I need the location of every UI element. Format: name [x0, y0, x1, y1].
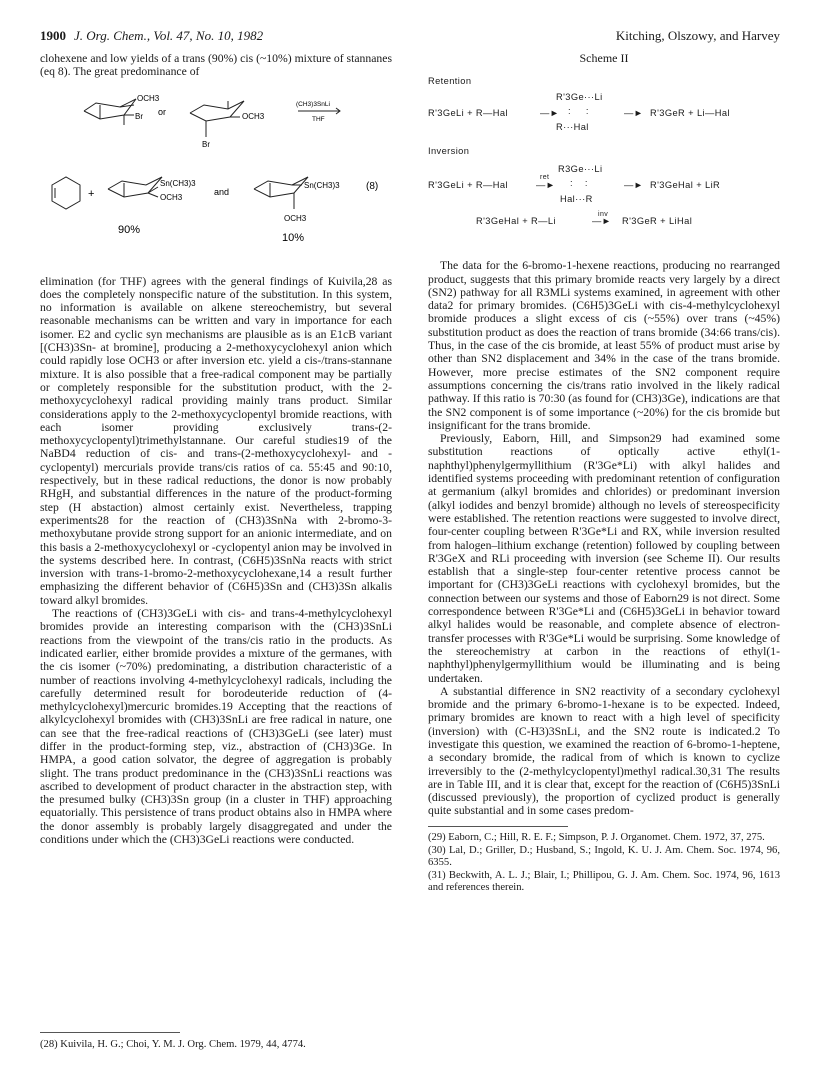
- yield-trans: 90%: [118, 223, 141, 236]
- scheme-inv2-right: R'3GeR + LiHal: [622, 216, 693, 227]
- footnote-rule-right: [428, 826, 568, 827]
- footnote-28: [40, 1032, 392, 1050]
- footnote-rule: [40, 1032, 180, 1033]
- r1-reagent: (CH3)3SnLi: [296, 100, 330, 108]
- footnotes-right: [428, 832, 780, 894]
- scheme-inv-ts-bot: Hal···R: [560, 194, 593, 205]
- footnote-31: (31) Beckwith, A. L. J.; Blair, I.; Phillipou, G. J. Am. Chem. Soc. 1974, 96, 1613 and references therein.: [428, 869, 780, 893]
- reaction-scheme-eq8: [40, 91, 392, 271]
- r2-ome-a: OCH3: [160, 192, 183, 202]
- plus-sign: +: [88, 187, 95, 200]
- scheme-ret-right: R'3GeR + Li—Hal: [650, 108, 730, 119]
- footnote-29: (29) Eaborn, C.; Hill, R. E. F.; Simpson, P. J. Organomet. Chem. 1972, 37, 275.: [428, 831, 765, 843]
- scheme-inv-left: R'3GeLi + R—Hal: [428, 180, 508, 191]
- scheme-inv2-label: inv: [598, 211, 609, 219]
- header-left: [40, 28, 263, 44]
- page-header: [40, 28, 780, 46]
- col1-paragraph-1: clohexene and low yields of a trans (90%) cis (~10%) mixture of stannanes (eq 8). The great predominance of: [40, 52, 392, 79]
- col2-paragraph-3: A substantial difference in SN2 reactivity of a secondary cyclohexyl bromide and the primary 6-bromo-1-hexane is to be expected. Indeed, primary bromides are known to react with a high level of specificity (inversion) with (C-H3)3SnLi, and the SN2 route is indicated.2 To investigate this question, we examined the reaction of 6-bromo-1-heptene, a secondary bromide, the radical from of which is known to cyclize irreversibly to the (2-methylcyclopentyl)methyl radical.30,31 The results are in Table III, and it is clear that, except for the reaction of (C6H5)3SnLi (discussed previously), the proportion of cyclized product is generally quite substantial and in some cases predom-: [428, 684, 780, 818]
- r2-sn-b: Sn(CH3)3: [304, 180, 340, 190]
- scheme-ii: [428, 69, 780, 251]
- scheme-ret-arrow: —►: [540, 108, 560, 119]
- col1-paragraph-3: The reactions of (CH3)3GeLi with cis- and trans-4-methylcyclohexyl bromides provide an interesting comparison with the (CH3)3SnLi reactions from the viewpoint of the trans/cis ratio in the products. As indicated earlier, either bromide provides a mixture of the germanes, with the cis isomer (~70%) predominating, a distribution characteristic of a number of reactions involving 4-methylcyclohexyl radicals, including the carefully determined result for borodeuteride reduction of (4-methylcyclohexyl)mercuric bromides.19 Accepting that the reactions of alkylcyclohexyl bromides with (CH3)3SnLi are free radical in nature, one can see that the free-radical reactions of (CH3)3GeLi (see later) must differ in the product-forming step, viz., abstraction of (CH3)3Ge. In HMPA, a good cation solvator, the degree of aggregation is probably slight. The trans product predominance in the (CH3)3SnLi reactions was ascribed to development of product character in the abstraction step, with the presumed bulky (CH3)3Sn group (in a cluster in THF) approaching equatorially. This persistence of trans product obtains also in HMPA where the donor assembly is probably largely disaggregated and under the conditions under which the (CH3)3GeLi reactions were conducted.: [40, 607, 392, 847]
- r2-and: and: [214, 186, 230, 197]
- scheme-inv-right: R'3GeHal + LiR: [650, 180, 721, 191]
- r1-or: or: [158, 106, 167, 117]
- scheme-inv-ret-label: ret: [540, 174, 550, 182]
- r1-br-a: Br: [135, 111, 143, 121]
- r1-ome-a: OCH3: [137, 93, 160, 103]
- scheme-title: Scheme II: [579, 51, 629, 65]
- scheme-retention-label: Retention: [428, 76, 472, 87]
- equation-8-structures: [40, 91, 392, 271]
- footnote-28-text: (28) Kuivila, H. G.; Choi, Y. M. J. Org. Chem. 1979, 44, 4774.: [40, 1039, 306, 1050]
- scheme-ret-ts-top: R'3Ge···Li: [556, 92, 603, 103]
- scheme-inv2-left: R'3GeHal + R—Li: [476, 216, 556, 227]
- r1-br-b: Br: [202, 139, 210, 149]
- journal-citation: J. Org. Chem., Vol. 47, No. 10, 1982: [74, 28, 264, 43]
- col2-paragraph-1: The data for the 6-bromo-1-hexene reactions, producing no rearranged product, suggests that this primary bromide reacts very largely by a direct (SN2) pathway for all R3MLi systems examined, in agreement with other data2 for primary bromides. (C6H5)3GeLi with cis-4-methylcyclohexyl bromide produces a slight excess of cis (~55%) over trans (~45%) substitution product as does the reaction of trans bromide (34:66 trans/cis). Thus, in the case of the cis bromide, at least 55% of product must arise by other than SN2 displacement and 34% in the case of the trans bromide. However, more precise estimates of the SN2 component require assumptions concerning the cis/trans ratio involved in the likely radical pathway. If this ratio is 70:30 (as found for (CH3)3Ge), indications are that the SN2 component is of some importance (~20%) for the cis bromide but insignificant for the trans bromide.: [428, 259, 780, 432]
- r2-ome-b: OCH3: [284, 213, 307, 223]
- header-authors: Kitching, Olszowy, and Harvey: [615, 28, 780, 43]
- yield-cis: 10%: [282, 231, 305, 244]
- scheme-ret-left: R'3GeLi + R—Hal: [428, 108, 508, 119]
- scheme-ret-arrow-2: —►: [624, 108, 644, 119]
- r2-sn-a: Sn(CH3)3: [160, 178, 196, 188]
- scheme-inversion-label: Inversion: [428, 146, 470, 157]
- scheme-ret-dots: : :: [568, 106, 589, 117]
- equation-number: (8): [366, 180, 379, 192]
- col1-paragraph-2: elimination (for THF) agrees with the general findings of Kuivila,28 as does the completely nonspecific nature of the substitution. In this system, no information is available on alkene stereochemistry, but several reasonable mechanisms can be written and vary in importance for each isomer. E2 and cyclic syn mechanisms are plausible as is an E1cB variant [(CH3)3Sn- at bromine], producing a 2-methoxycyclohexyl anion which could rapidly lose OCH3 or after inversion etc. yield a cis-/trans-stannane mixture. It is also possible that a free-radical component may be partially or completely responsible for the substitution product, with the 2-methoxycyclohexyl radical providing mainly trans product. Similar considerations apply to the 2-methoxycyclopentyl bromide reactions, with each isomer providing exclusively trans-(2-methoxycyclopentyl)trimethylstannane. Our careful studies19 of the NaBD4 reduction of cis- and trans-(2-methoxycyclohexyl- and -cyclopentyl) mercurials provide trans/cis ratios of ca. 55:45 and 90:10, respectively, but in these radical reductions, the donor is now probably RHgH, and substantial differences in the nature of the product-forming step (H abstaction) almost certainly exist. Nevertheless, trapping experiments28 for the reaction of (CH3)3SnNa with 2-bromo-3-methoxybutane provide strong support for an anionic intermediate, and on this basis a 2-methoxycyclohexyl or -cyclopentyl anion may be involved in the systems described here. In contrast, (C6H5)3SnNa reacts with strict inversion with trans-1-bromo-2-methoxycyclohexane,14 a result further emphasizing the different behavior of (C6H5)3Sn and (CH3)3Sn alkalis toward alkyl bromides.: [40, 274, 392, 607]
- scheme-ret-ts-bot: R···Hal: [556, 122, 589, 133]
- r1-solvent: THF: [312, 115, 325, 123]
- page-number: 1900: [40, 28, 66, 43]
- right-column: [428, 52, 780, 895]
- scheme-inv2-arrow: —►: [592, 216, 612, 227]
- scheme-inv-arrow: —►: [536, 180, 556, 191]
- scheme-inv-arrow-2: —►: [624, 180, 644, 191]
- footnote-30: (30) Lal, D.; Griller, D.; Husband, S.; Ingold, K. U. J. Am. Chem. Soc. 1974, 96, 6355.: [428, 844, 780, 868]
- scheme-inv-dots: : :: [570, 178, 588, 189]
- col2-paragraph-2: Previously, Eaborn, Hill, and Simpson29 had examined some substitution reactions of optically active ethyl(1-naphthyl)phenylgermyllithium (R'3Ge*Li) with alkyl halides and identified systems proceeding with predominant retention of configuration at germanium (alkyl bromides and chlorides) or predominant inversion (alkyl iodides and benzyl bromide) although no levels of stereospecificity were established. The retention reactions were suggested to involve direct, four-center coupling between R'3Ge*Li and RX, while inversion resulted from halogen–lithium exchange (retention) followed by coupling between R'3GeX and RLi proceeding with inversion (see Scheme II). Our results establish that a single-step four-center retentive process cannot be important for (CH3)3GeLi reactions with cyclohexyl bromides, but the connection between our systems and those of Eaborn29 is not direct. Some correspondence between R'3Ge*Li and (C6H5)3GeLi in behavior toward alkyl halides would be reasonable, and complete absence of electron-transfer processes with R'3Ge*Li would be surprising. Some knowledge of the stereochemistry at carbon in the reactions of ethyl(1-naphthyl)phenylgermyllithium would be illuminating and is being undertaken.: [428, 432, 780, 685]
- scheme-inv-ts-top: R3Ge···Li: [558, 164, 603, 175]
- r1-ome-b: OCH3: [242, 111, 265, 121]
- left-column: [40, 52, 392, 846]
